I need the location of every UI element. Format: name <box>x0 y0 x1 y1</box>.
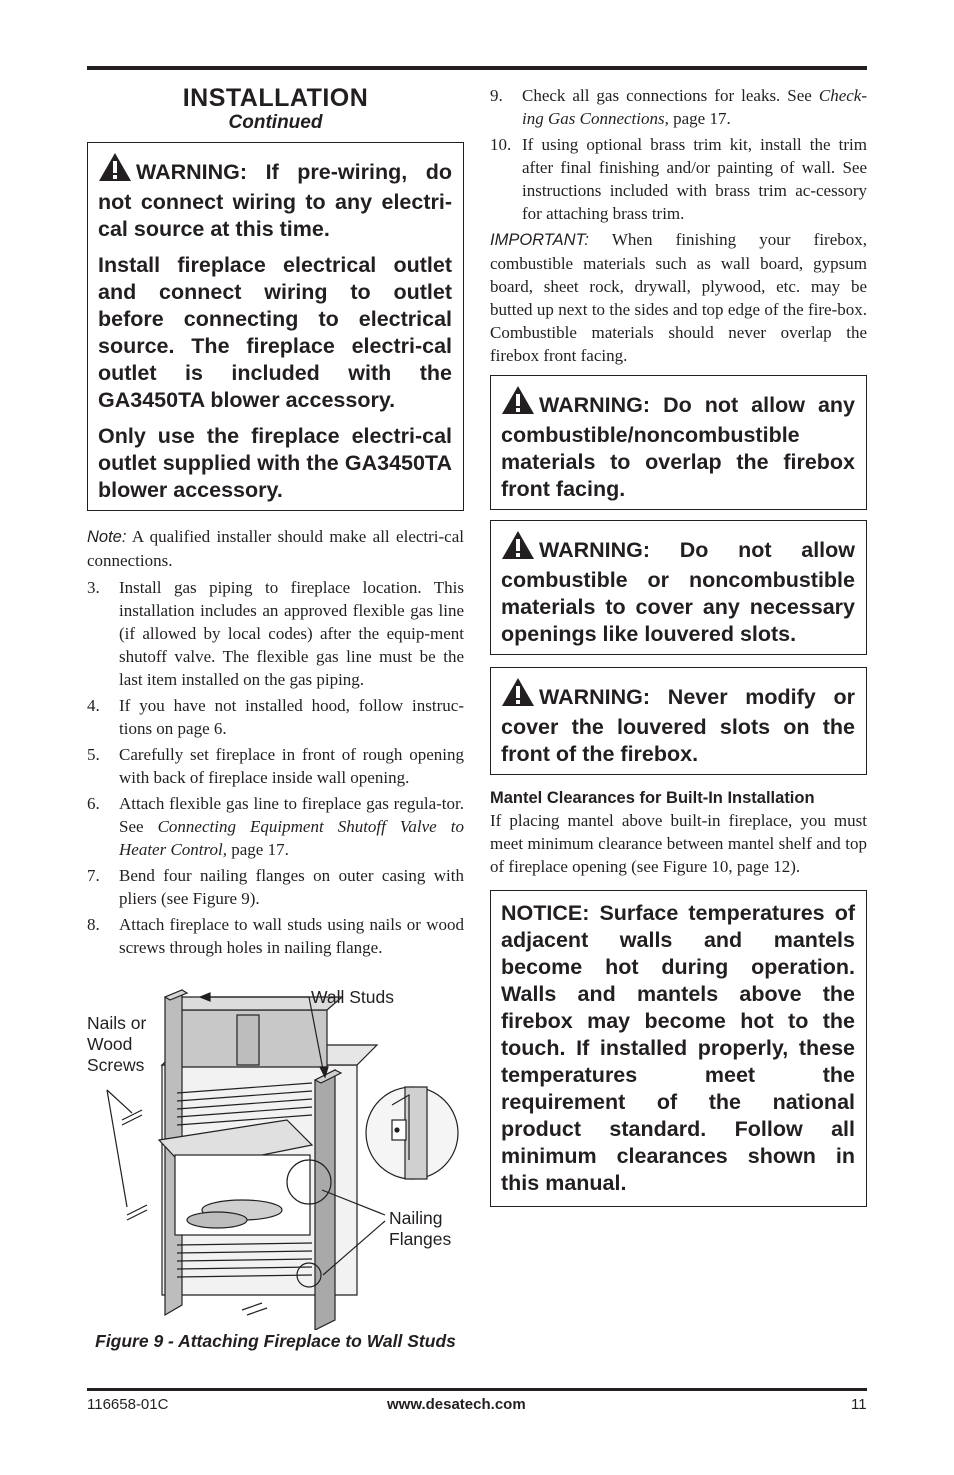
list-item: 7. Bend four nailing flanges on outer casing with pliers (see Figure 9). <box>87 866 464 908</box>
section-subtitle: Continued <box>228 112 323 133</box>
label-flanges-line1: Nailing <box>389 1208 443 1228</box>
warning-triangle-icon <box>98 152 132 189</box>
label-nails-line3: Screws <box>87 1055 145 1075</box>
list-item: 9. Check all gas connections for leaks. See Check-ing Gas Connections, page 17. <box>490 86 867 128</box>
warning-prewiring-only-use: Only use the fireplace electri-cal outlet supplied with the GA3450TA blower accessory. <box>98 424 452 502</box>
warning-overlap-box <box>490 375 867 510</box>
list-item: 10. If using optional brass trim kit, install the trim after final finishing and/or painting of wall. See instructions included with brass trim ac-cessory for attaching brass trim. <box>490 135 867 223</box>
right-column <box>490 84 867 1207</box>
warning-prewiring-lead: WARNING: If pre-wiring, do not connect wiring to any electri-cal source at this time. <box>98 152 452 243</box>
figure-caption: Figure 9 - Attaching Fireplace to Wall Studs <box>95 1331 456 1351</box>
fireplace-wall-studs-drawing <box>87 985 464 1330</box>
bottom-rule <box>87 1388 867 1391</box>
warning-louvered-slots-text: WARNING: Never modify or cover the louvered slots on the front of the firebox. <box>501 685 855 766</box>
warning-triangle-icon <box>501 385 535 422</box>
warning-triangle-icon <box>501 530 535 567</box>
note-paragraph: Note: A qualified installer should make all electri-cal connections. <box>87 527 464 570</box>
steps-list-right <box>490 84 867 225</box>
list-item: 6. Attach flexible gas line to fireplace gas regula-tor. See Connecting Equipment Shutoff Valve to Heater Control, page 17. <box>87 794 464 859</box>
warning-cover-openings-box <box>490 520 867 655</box>
label-nails-line2: Wood <box>87 1034 133 1054</box>
footer-page-number: 11 <box>851 1396 867 1413</box>
steps-list-left <box>87 576 464 959</box>
notice-text: NOTICE: Surface temperatures of adjacent walls and mantels become hot during operation. Walls and mantels above the firebox may become hot to the touch. If installed properly, these temperatures meet the requirement of the national product standard. Follow all minimum clearances shown in this manual. <box>501 901 855 1195</box>
label-wall-studs: Wall Studs <box>311 987 394 1007</box>
label-nails-line1: Nails or <box>87 1013 147 1033</box>
warning-triangle-icon <box>501 677 535 714</box>
warning-cover-openings-text: WARNING: Do not allow combustible or noncombustible materials to cover any necessary openings like louvered slots. <box>501 538 855 646</box>
list-item: 8. Attach fireplace to wall studs using nails or wood screws through holes in nailing flange. <box>87 915 464 957</box>
list-item: 5. Carefully set fireplace in front of rough opening with back of fireplace inside wall opening. <box>87 745 464 787</box>
warning-overlap-text: WARNING: Do not allow any combustible/noncombustible materials to overlap the firebox front facing. <box>501 393 855 501</box>
figure-9-illustration <box>87 985 464 1335</box>
section-title: INSTALLATION <box>182 84 369 112</box>
mantel-paragraph: If placing mantel above built-in fireplace, you must meet minimum clearance between mantel shelf and top of fireplace opening (see Figure 10, page 12). <box>490 811 867 876</box>
footer-website: www.desatech.com <box>387 1396 526 1413</box>
warning-louvered-slots-box <box>490 667 867 775</box>
warning-prewiring-install: Install fireplace electrical outlet and connect wiring to outlet before connecting to electrical source. The fireplace electri-cal outlet is included with the GA3450TA blower accessory. <box>98 253 452 412</box>
warning-prewiring-box <box>87 142 464 511</box>
list-item: 4. If you have not installed hood, follow instruc-tions on page 6. <box>87 696 464 738</box>
footer-part-number: 116658-01C <box>87 1396 169 1413</box>
important-paragraph: IMPORTANT: When finishing your firebox, combustible materials such as wall board, gypsum board, sheet rock, drywall, plywood, etc. may be butted up next to the sides and top edge of the fire-box. Combustible materials should never overlap the firebox front facing. <box>490 230 867 365</box>
label-flanges-line2: Flanges <box>389 1229 452 1249</box>
top-rule <box>87 66 867 70</box>
list-item: 3. Install gas piping to fireplace location. This installation includes an approved flexible gas line (if allowed by local codes) after the equip-ment shutoff valve. The flexible gas line must be the last item installed on the gas piping. <box>87 578 464 689</box>
left-column <box>87 82 464 962</box>
mantel-heading: Mantel Clearances for Built-In Installation <box>490 789 815 807</box>
notice-box <box>490 890 867 1207</box>
